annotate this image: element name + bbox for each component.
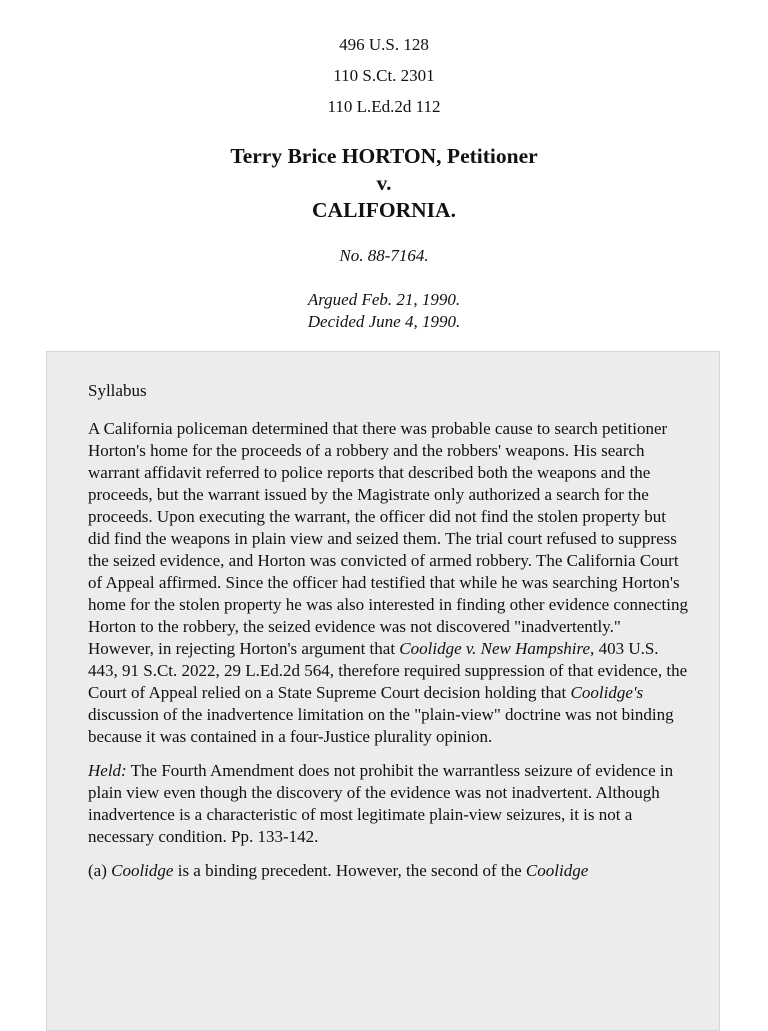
case-citation-coolidge: Coolidge v. New Hampshire, — [399, 639, 595, 658]
facts-text-3: discussion of the inadvertence limitation on the "plain-view" doctrine was not binding because it was contained in a four-Justice plurality opinion. — [88, 705, 674, 746]
petitioner-name: Terry Brice HORTON, Petitioner — [230, 144, 538, 168]
citation-supreme-court-reporter: 110 S.Ct. 2301 — [333, 66, 435, 85]
paragraph-a-text: is a binding precedent. However, the second of the — [173, 861, 526, 880]
citation-lawyers-edition: 110 L.Ed.2d 112 — [327, 97, 441, 116]
held-label: Held: — [88, 761, 127, 780]
case-caption — [0, 143, 768, 224]
respondent-name: CALIFORNIA. — [312, 198, 456, 222]
syllabus-paragraph-held — [88, 760, 688, 848]
case-reference-coolidges: Coolidge's — [570, 683, 644, 702]
syllabus-paragraph-a — [88, 860, 688, 882]
syllabus-content — [88, 380, 688, 894]
case-dates — [0, 289, 768, 333]
syllabus-heading: Syllabus — [88, 381, 147, 400]
case-reference-coolidge-2: Coolidge — [525, 861, 589, 880]
syllabus-paragraph-facts — [88, 418, 688, 748]
held-text: The Fourth Amendment does not prohibit the warrantless seizure of evidence in plain view even though the discovery of the evidence was not inadvertent. Although inadvertence is a characteristic of most legitimate plain-view seizures, it is not a necessary condition. Pp. 133-142. — [88, 761, 674, 846]
facts-text-2: 403 U.S. 443, 91 S.Ct. 2022, 29 L.Ed.2d 564, therefore required suppression of that evidence, the Court of Appeal relied on a State Supreme Court decision holding that — [88, 639, 688, 702]
citation-list — [0, 33, 768, 126]
versus-label: v. — [376, 171, 392, 195]
docket-number: No. 88-7164. — [339, 246, 429, 265]
case-reference-coolidge-1: Coolidge — [111, 861, 174, 880]
facts-text-1: A California policeman determined that there was probable cause to search petitioner Horton's home for the proceeds of a robbery and the robbers' weapons. His search warrant affidavit referred to police reports that described both the weapons and the proceeds, but the warrant issued by the Magistrate only authorized a search for the proceeds. Upon executing the warrant, the officer did not find the stolen property but did find the weapons in plain view and seized them. The trial court refused to suppress the seized evidence, and Horton was convicted of armed robbery. The California Court of Appeal affirmed. Since the officer had testified that while he was searching Horton's home for the stolen property he was also interested in finding other evidence connecting Horton to the robbery, the seized evidence was not discovered "inadvertently." However, in rejecting Horton's argument that — [88, 419, 689, 658]
paragraph-a-prefix: (a) — [88, 861, 112, 880]
syllabus-panel — [46, 351, 720, 1031]
decided-date: Decided June 4, 1990. — [307, 312, 461, 331]
citation-us-reports: 496 U.S. 128 — [339, 35, 429, 54]
argued-date: Argued Feb. 21, 1990. — [307, 290, 461, 309]
